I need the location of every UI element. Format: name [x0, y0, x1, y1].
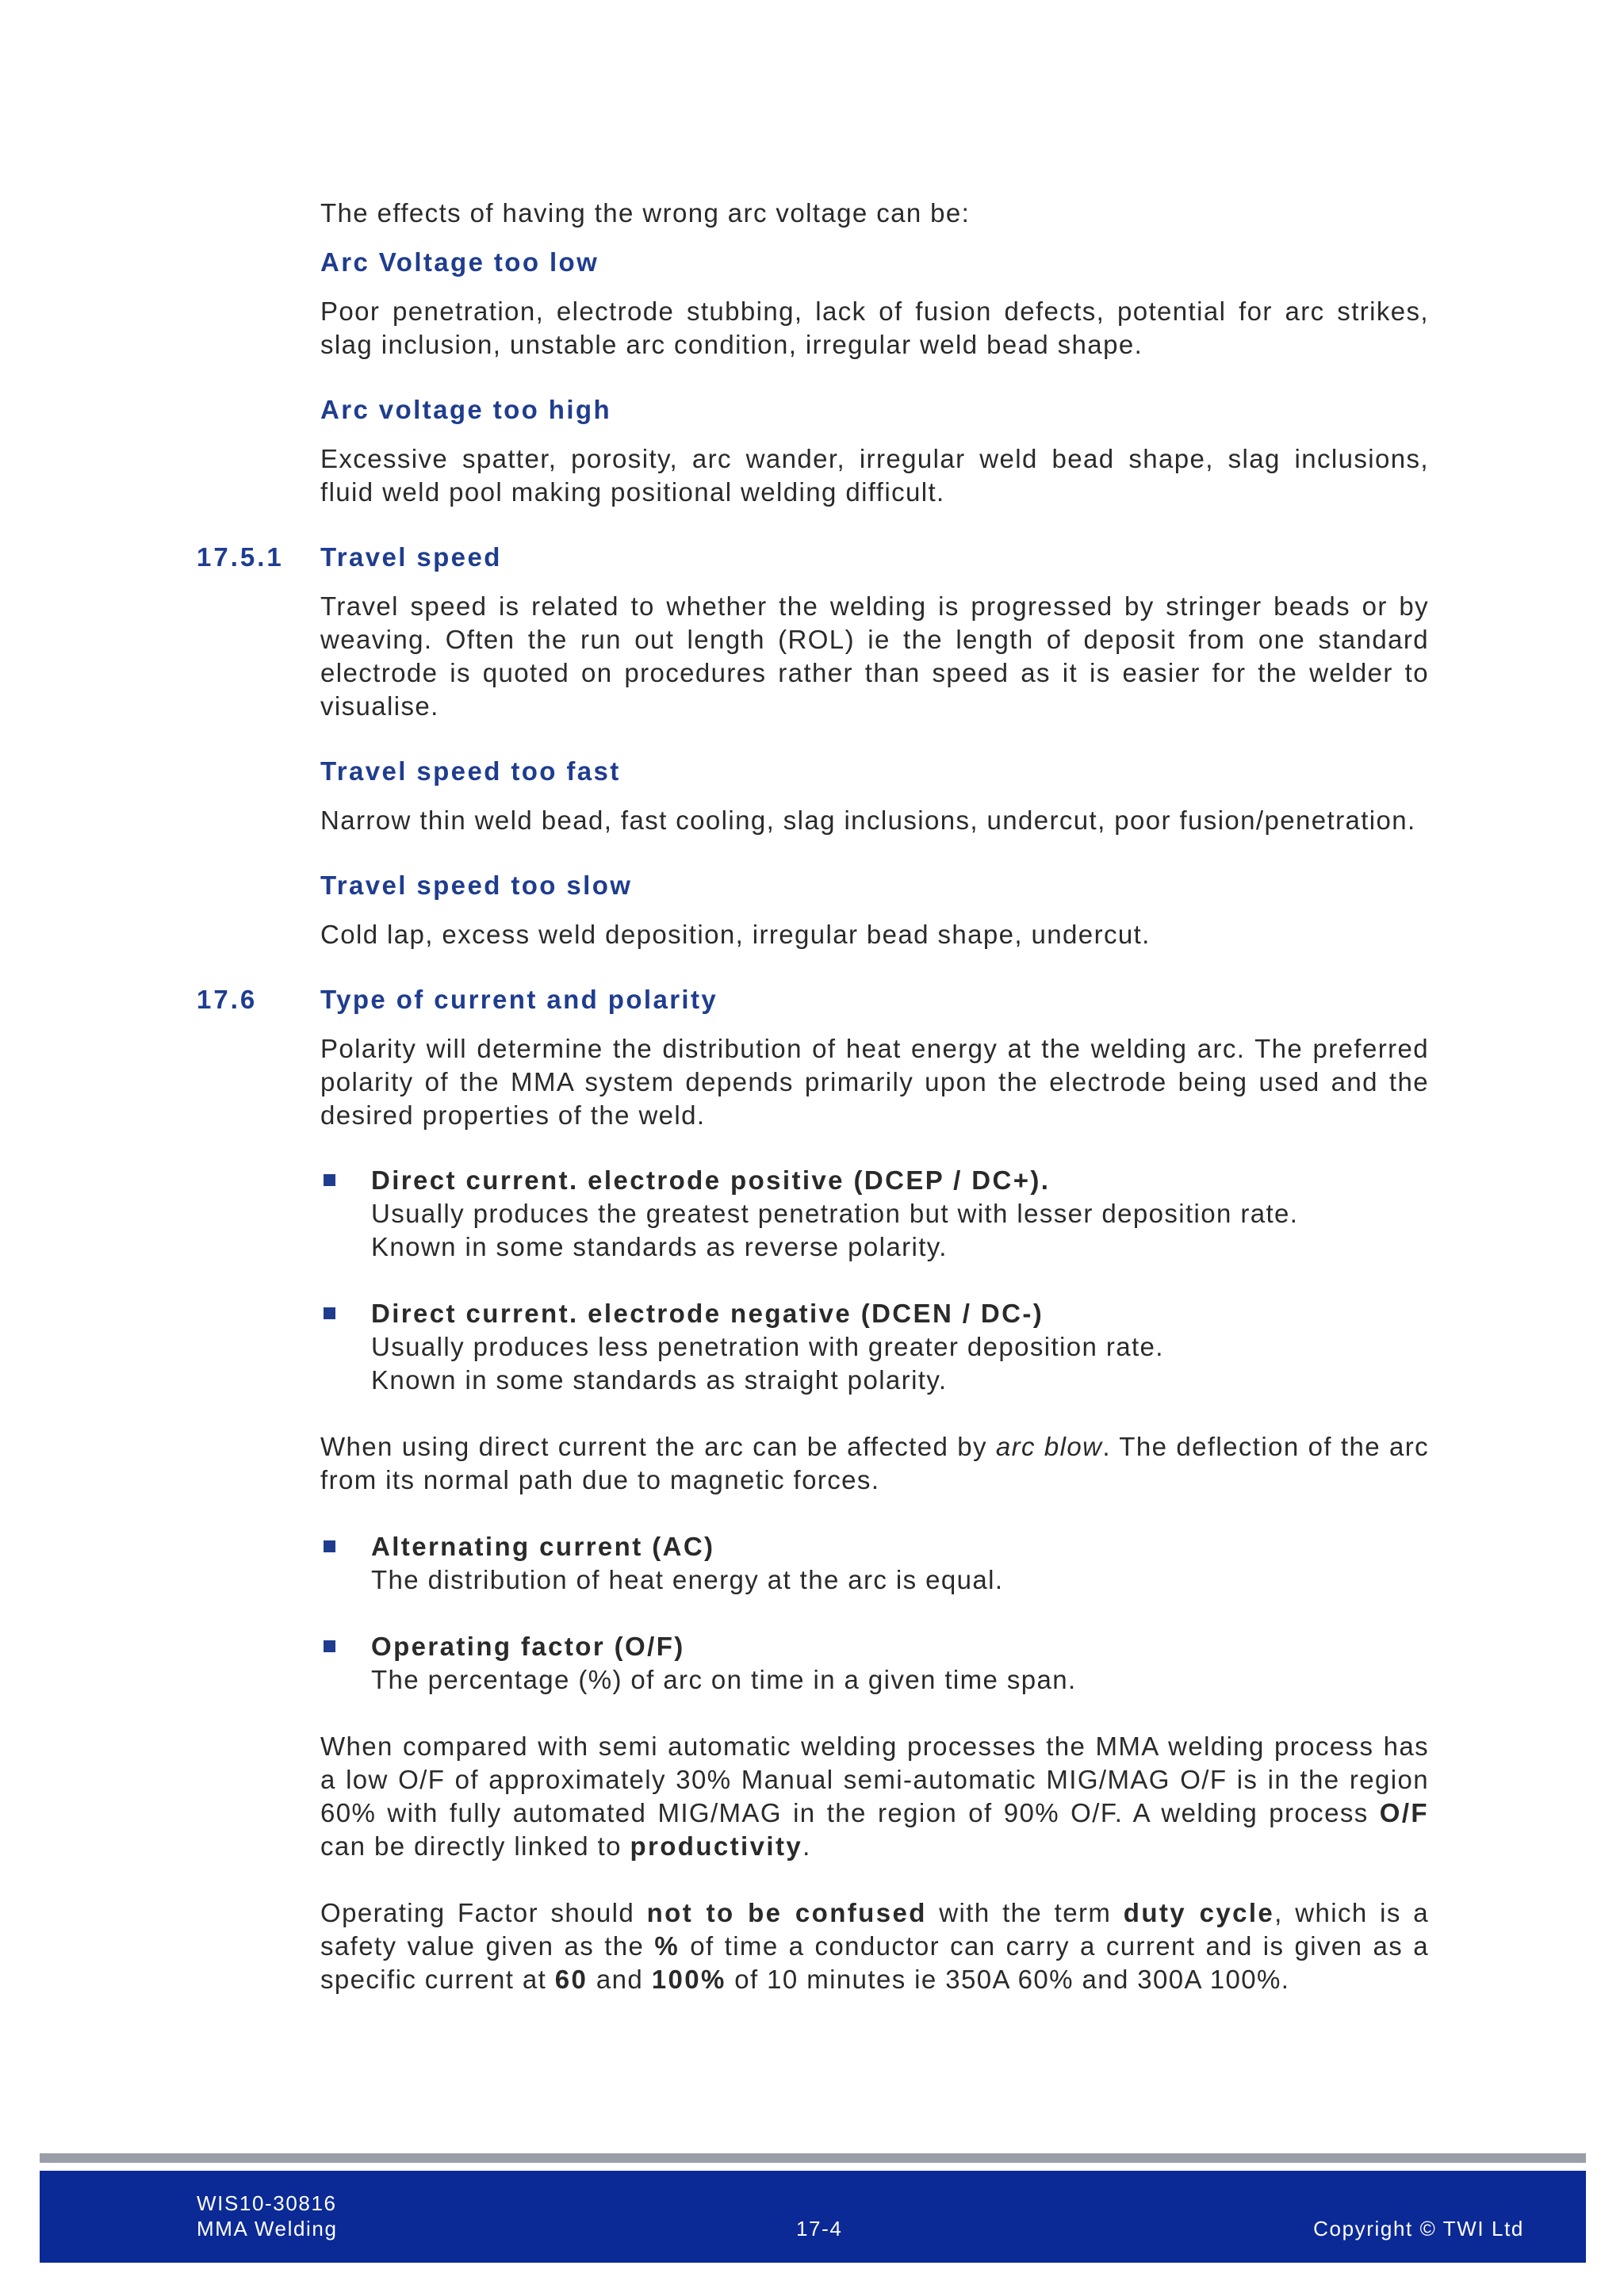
section-heading: Type of current and polarity	[320, 985, 718, 1014]
arc-voltage-high-text: Excessive spatter, porosity, arc wander, irregular weld bead shape, slag inclusions, fluid weld pool making positional welding difficult.	[320, 444, 1429, 507]
chapter-title: MMA Welding	[197, 2217, 338, 2241]
footer-divider	[40, 2153, 1586, 2163]
arc-blow-term: arc blow	[995, 1432, 1103, 1461]
heading-travel-fast: Travel speed too fast	[320, 756, 621, 786]
square-bullet-icon	[324, 1540, 335, 1552]
intro-text: The effects of having the wrong arc voltage can be:	[320, 198, 971, 228]
heading-travel-slow: Travel speed too slow	[320, 871, 633, 900]
document-code: WIS10-30816	[197, 2191, 337, 2215]
list-item	[320, 1297, 1429, 1397]
section-travel-speed	[197, 541, 1429, 574]
page-number: 17-4	[796, 2217, 843, 2241]
bullet-line: Known in some standards as reverse polarity.	[371, 1232, 948, 1261]
copyright-notice: Copyright © TWI Ltd	[1313, 2217, 1524, 2241]
list-item	[320, 1630, 1429, 1697]
page-footer	[40, 2171, 1586, 2263]
arc-voltage-low-text: Poor penetration, electrode stubbing, lack of fusion defects, potential for arc strikes, slag inclusion, unstable arc condition, irregular weld bead shape.	[320, 297, 1429, 359]
bullet-title: Direct current. electrode positive (DCEP / DC+).	[371, 1165, 1051, 1195]
heading-arc-voltage-high: Arc voltage too high	[320, 395, 612, 424]
section-heading: Travel speed	[320, 542, 502, 572]
square-bullet-icon	[324, 1307, 335, 1319]
section-number: 17.6	[197, 985, 258, 1014]
duty-cycle-text: Operating Factor should not to be confused with the term duty cycle, which is a safety value given as the % of time a conductor can carry a current and is given as a specific current at 60 and 100% of 10 minutes ie 350A 60% and 300A 100%.	[320, 1898, 1430, 1994]
list-item	[320, 1164, 1429, 1264]
heading-arc-voltage-low: Arc Voltage too low	[320, 247, 599, 277]
travel-speed-text: Travel speed is related to whether the welding is progressed by stringer beads or by weaving. Often the run out length (ROL) ie the length of deposit from one standard electrode is quoted on procedures rather than speed as it is easier for the welder to visualise.	[320, 591, 1429, 721]
bullet-line: Usually produces the greatest penetration but with lesser deposition rate.	[371, 1199, 1299, 1228]
bullet-title: Alternating current (AC)	[371, 1532, 715, 1561]
polarity-text: Polarity will determine the distribution of heat energy at the welding arc. The preferred polarity of the MMA system depends primarily upon the electrode being used and the desired properties of the weld.	[320, 1034, 1429, 1130]
square-bullet-icon	[324, 1174, 335, 1186]
section-number: 17.5.1	[197, 542, 284, 572]
page-content	[197, 197, 1430, 1996]
bullet-line: Usually produces less penetration with greater deposition rate.	[371, 1332, 1164, 1361]
bullet-line: Known in some standards as straight polarity.	[371, 1365, 948, 1395]
bullet-line: The percentage (%) of arc on time in a given time span.	[371, 1665, 1077, 1694]
arc-blow-text: When using direct current the arc can be affected by arc blow. The deflection of the arc from its normal path due to magnetic forces.	[320, 1432, 1429, 1494]
bullet-title: Direct current. electrode negative (DCEN / DC-)	[371, 1299, 1044, 1328]
square-bullet-icon	[324, 1640, 335, 1652]
bullet-title: Operating factor (O/F)	[371, 1632, 685, 1661]
section-current-polarity	[197, 983, 1429, 1016]
operating-factor-text: When compared with semi automatic welding processes the MMA welding process has a low O/F of approximately 30% Manual semi-automatic MIG/MAG O/F is in the region 60% with fully automated MIG/MAG in the region of 90% O/F. A welding process O/F can be directly linked to productivity.	[320, 1732, 1429, 1861]
travel-slow-text: Cold lap, excess weld deposition, irregular bead shape, undercut.	[320, 920, 1151, 949]
bullet-line: The distribution of heat energy at the arc is equal.	[371, 1565, 1004, 1594]
list-item	[320, 1530, 1429, 1597]
travel-fast-text: Narrow thin weld bead, fast cooling, slag inclusions, undercut, poor fusion/penetration.	[320, 806, 1416, 835]
